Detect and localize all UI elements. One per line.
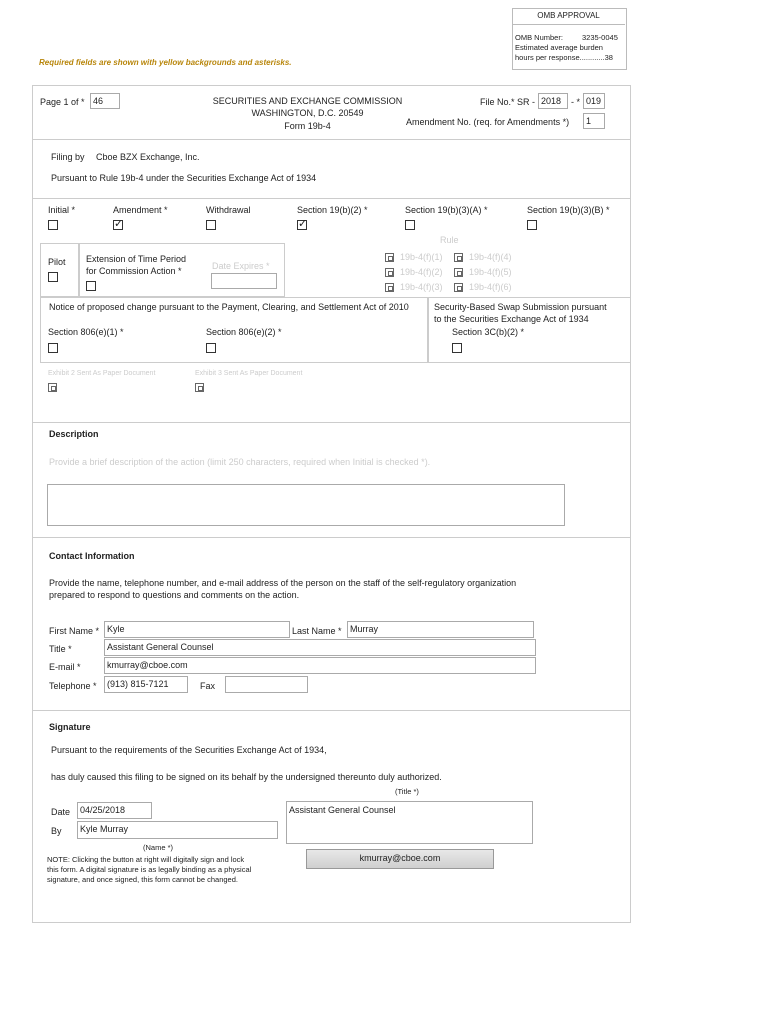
rule-f1-label: 19b-4(f)(1): [400, 252, 443, 262]
by-input[interactable]: Kyle Murray: [77, 821, 278, 839]
section-19b2-label: Section 19(b)(2) *: [297, 205, 368, 215]
agency-line-2: WASHINGTON, D.C. 20549: [251, 108, 364, 118]
contact-intro-2: prepared to respond to questions and comments on the action.: [49, 590, 300, 600]
rule-f3-checkbox[interactable]: [385, 283, 394, 292]
signature-line-2: has duly caused this filing to be signed on its behalf by the undersigned thereunto duly authorized.: [51, 772, 442, 782]
signature-title-input[interactable]: Assistant General Counsel: [286, 801, 533, 844]
omb-burden-1: Estimated average burden: [515, 43, 603, 52]
title-input[interactable]: Assistant General Counsel: [104, 639, 536, 656]
section-3cb2-label: Section 3C(b)(2) *: [452, 327, 525, 337]
exhibit-2-checkbox[interactable]: [48, 383, 57, 392]
first-name-input[interactable]: Kyle: [104, 621, 290, 638]
divider: [32, 198, 630, 199]
page-label: Page 1 of *: [40, 97, 85, 107]
required-note: Required fields are shown with yellow backgrounds and asterisks.: [39, 58, 292, 67]
rule-f5-checkbox[interactable]: [454, 268, 463, 277]
extension-checkbox[interactable]: [86, 281, 96, 291]
sign-note-3: signature, and once signed, this form cannot be changed.: [47, 875, 238, 884]
first-name-label: First Name *: [49, 626, 100, 636]
section-19b2-checkbox[interactable]: [297, 220, 307, 230]
omb-heading: OMB APPROVAL: [512, 8, 625, 25]
pilot-checkbox[interactable]: [48, 272, 58, 282]
email-label: E-mail *: [49, 662, 81, 672]
description-heading: Description: [49, 429, 99, 439]
pursuant-text: Pursuant to Rule 19b-4 under the Securities Exchange Act of 1934: [51, 173, 317, 183]
description-textarea[interactable]: [47, 484, 565, 526]
divider: [32, 422, 630, 423]
rule-f6-checkbox[interactable]: [454, 283, 463, 292]
contact-intro-1: Provide the name, telephone number, and e-mail address of the person on the staff of the self-regulatory organization: [49, 578, 517, 588]
amendment-number-input[interactable]: 1: [583, 113, 605, 129]
rule-f2-checkbox[interactable]: [385, 268, 394, 277]
rule-f4-label: 19b-4(f)(4): [469, 252, 512, 262]
section-19b3a-label: Section 19(b)(3)(A) *: [405, 205, 488, 215]
title-label: Title *: [49, 644, 72, 654]
withdrawal-label: Withdrawal: [206, 205, 251, 215]
rule-f6-label: 19b-4(f)(6): [469, 282, 512, 292]
omb-number: 3235-0045: [582, 33, 618, 42]
sign-note-2: this form. A digital signature is as legally binding as a physical: [47, 865, 252, 874]
section-3cb2-checkbox[interactable]: [452, 343, 462, 353]
page-total-input[interactable]: 46: [90, 93, 120, 109]
filing-by-value: Cboe BZX Exchange, Inc.: [96, 152, 200, 162]
name-caption: (Name *): [143, 843, 174, 852]
telephone-input[interactable]: (913) 815-7121: [104, 676, 188, 693]
exhibit-2-label: Exhibit 2 Sent As Paper Document: [48, 370, 156, 377]
last-name-label: Last Name *: [292, 626, 342, 636]
extension-label-2: for Commission Action *: [86, 266, 182, 276]
date-expires-label: Date Expires *: [212, 261, 270, 271]
rule-f4-checkbox[interactable]: [454, 253, 463, 262]
divider: [32, 710, 630, 711]
filing-by-label: Filing by: [51, 152, 85, 162]
section-19b3a-checkbox[interactable]: [405, 220, 415, 230]
swap-line-1: Security-Based Swap Submission pursuant: [434, 302, 607, 312]
rule-f5-label: 19b-4(f)(5): [469, 267, 512, 277]
rule-f1-checkbox[interactable]: [385, 253, 394, 262]
divider: [32, 537, 630, 538]
agency-line-1: SECURITIES AND EXCHANGE COMMISSION: [212, 96, 403, 106]
exhibit-3-checkbox[interactable]: [195, 383, 204, 392]
fax-input[interactable]: [225, 676, 308, 693]
section-19b3b-label: Section 19(b)(3)(B) *: [527, 205, 610, 215]
email-input[interactable]: kmurray@cboe.com: [104, 657, 536, 674]
date-label: Date: [51, 807, 71, 817]
section-19b3b-checkbox[interactable]: [527, 220, 537, 230]
omb-number-label: OMB Number:: [515, 33, 563, 42]
section-806e2-label: Section 806(e)(2) *: [206, 327, 282, 337]
withdrawal-checkbox[interactable]: [206, 220, 216, 230]
file-year-input[interactable]: 2018: [538, 93, 568, 109]
contact-heading: Contact Information: [49, 551, 135, 561]
title-caption: (Title *): [395, 787, 419, 796]
signature-line-1: Pursuant to the requirements of the Securities Exchange Act of 1934,: [51, 745, 327, 755]
signature-heading: Signature: [49, 722, 91, 732]
clearing-notice: Notice of proposed change pursuant to the Payment, Clearing, and Settlement Act of 2010: [49, 302, 409, 312]
swap-line-2: to the Securities Exchange Act of 1934: [434, 314, 589, 324]
date-expires-input[interactable]: [211, 273, 277, 289]
amendment-label: Amendment No. (req. for Amendments *): [406, 117, 570, 127]
by-label: By: [51, 826, 62, 836]
date-input[interactable]: 04/25/2018: [77, 802, 152, 819]
exhibit-3-label: Exhibit 3 Sent As Paper Document: [195, 370, 303, 377]
section-806e1-checkbox[interactable]: [48, 343, 58, 353]
rule-f2-label: 19b-4(f)(2): [400, 267, 443, 277]
extension-label-1: Extension of Time Period: [86, 254, 187, 264]
file-sep: - *: [571, 97, 580, 107]
omb-burden-2: hours per response............38: [515, 53, 613, 62]
form-number: Form 19b-4: [284, 121, 331, 131]
last-name-input[interactable]: Murray: [347, 621, 534, 638]
rule-f3-label: 19b-4(f)(3): [400, 282, 443, 292]
pilot-box: [40, 243, 80, 297]
digital-sign-button[interactable]: kmurray@cboe.com: [306, 849, 494, 869]
section-806e2-checkbox[interactable]: [206, 343, 216, 353]
initial-label: Initial *: [48, 205, 76, 215]
file-no-label: File No.* SR -: [480, 97, 536, 107]
rule-label: Rule: [440, 235, 459, 245]
description-hint: Provide a brief description of the action (limit 250 characters, required when Initial is checked *).: [49, 457, 431, 467]
section-806e1-label: Section 806(e)(1) *: [48, 327, 124, 337]
fax-label: Fax: [200, 681, 216, 691]
amendment-label: Amendment *: [113, 205, 168, 215]
file-number-input[interactable]: 019: [583, 93, 605, 109]
pilot-label: Pilot: [48, 257, 66, 267]
telephone-label: Telephone *: [49, 681, 97, 691]
initial-checkbox[interactable]: [48, 220, 58, 230]
sign-note-1: NOTE: Clicking the button at right will digitally sign and lock: [47, 855, 245, 864]
amendment-checkbox[interactable]: [113, 220, 123, 230]
divider: [32, 139, 630, 140]
